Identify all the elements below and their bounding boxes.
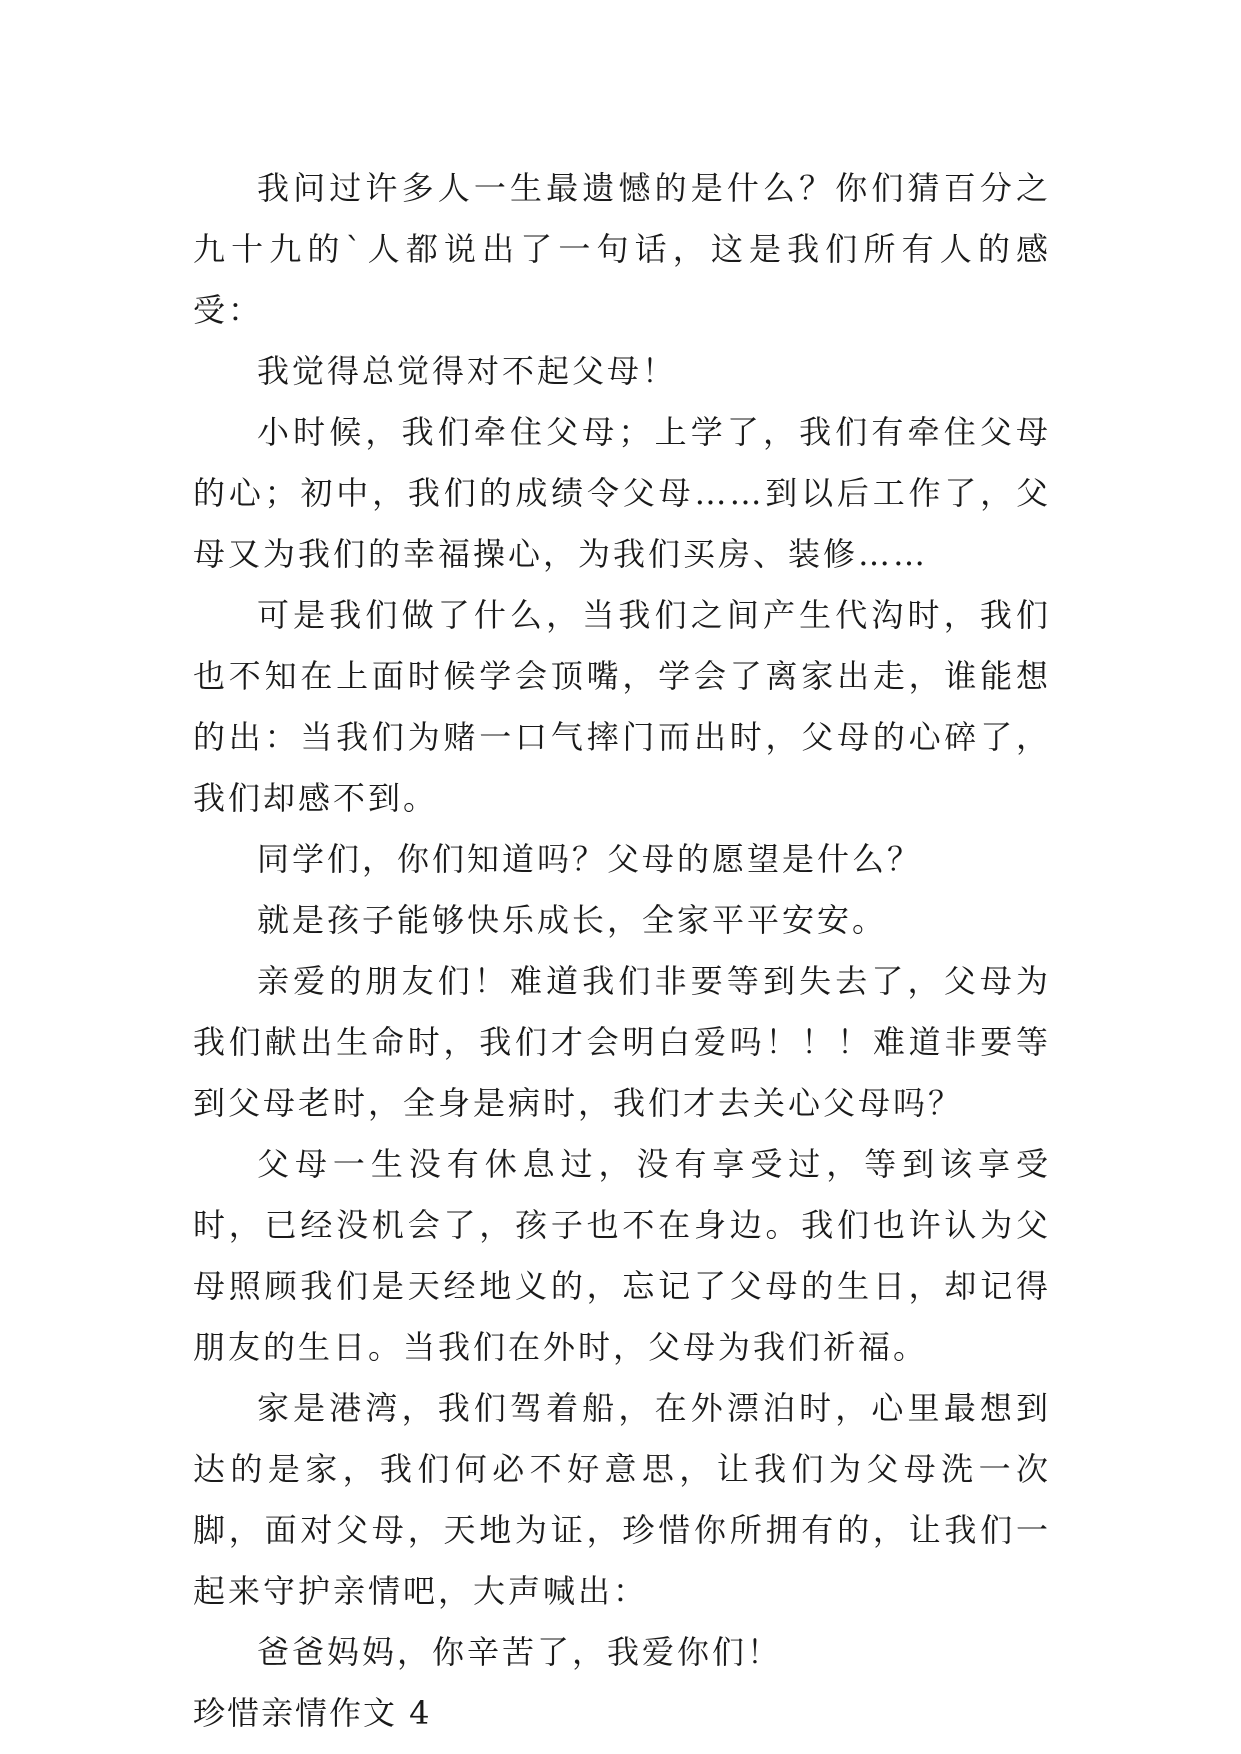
section-title: 珍惜亲情作文 4 [193, 1694, 432, 1732]
paragraph-6: 就是孩子能够快乐成长，全家平平安安。 [257, 901, 888, 939]
paragraph-5: 同学们，你们知道吗？父母的愿望是什么？ [257, 840, 923, 878]
paragraph-7: 亲爱的朋友们！难道我们非要等到失去了，父母为我们献出生命时，我们才会明白爱吗！！！难道非要等到父母老时，全身是病时，我们才去关心父母吗？ [193, 962, 1051, 1122]
paragraph-3: 小时候，我们牵住父母；上学了，我们有牵住父母的心；初中，我们的成绩令父母……到以后工作了，父母又为我们的幸福操心，为我们买房、装修…… [193, 413, 1051, 573]
paragraph-4: 可是我们做了什么，当我们之间产生代沟时，我们也不知在上面时候学会顶嘴，学会了离家出走，谁能想的出：当我们为赌一口气摔门而出时，父母的心碎了，我们却感不到。 [193, 596, 1051, 817]
document-body [193, 158, 1051, 1744]
paragraph-10: 爸爸妈妈，你辛苦了，我爱你们！ [257, 1633, 783, 1671]
paragraph-1: 我问过许多人一生最遗憾的是什么？你们猜百分之九十九的`人都说出了一句话，这是我们所有人的感受： [193, 169, 1051, 329]
paragraph-2: 我觉得总觉得对不起父母！ [257, 352, 678, 390]
paragraph-8: 父母一生没有休息过，没有享受过，等到该享受时，已经没机会了，孩子也不在身边。我们也许认为父母照顾我们是天经地义的，忘记了父母的生日，却记得朋友的生日。当我们在外时，父母为我们祈福。 [193, 1145, 1051, 1366]
paragraph-9: 家是港湾，我们驾着船，在外漂泊时，心里最想到达的是家，我们何必不好意思，让我们为父母洗一次脚，面对父母，天地为证，珍惜你所拥有的，让我们一起来守护亲情吧，大声喊出： [193, 1389, 1051, 1610]
